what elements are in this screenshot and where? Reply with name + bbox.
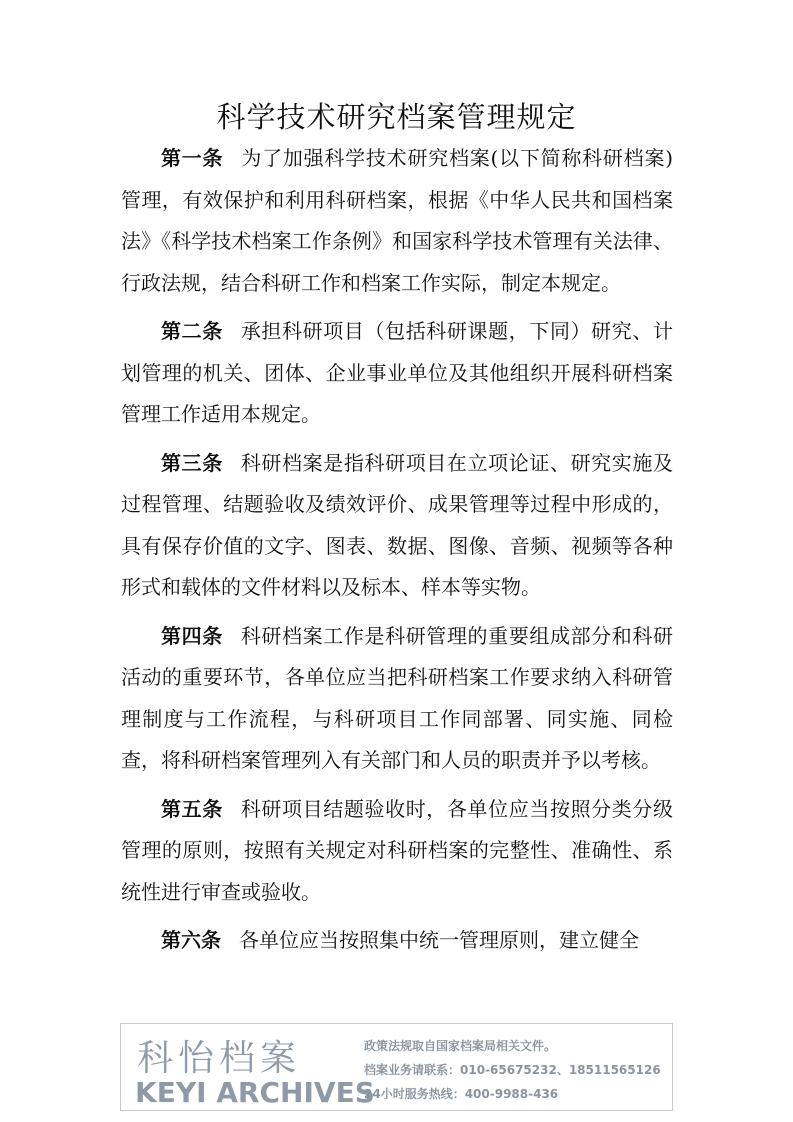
article-number: 第五条: [161, 796, 223, 821]
article-number: 第一条: [161, 146, 224, 170]
document-title: 科学技术研究档案管理规定: [216, 100, 577, 134]
contact-line-hotline: 24小时服务热线：400-9988-436: [364, 1087, 559, 1101]
contact-line-phone: 档案业务请联系：010-65675232、18511565126: [364, 1063, 661, 1077]
logo-chinese: 科怡档案: [137, 1038, 302, 1079]
article-text: 科研档案是指科研项目在立项论证、研究实施及过程管理、结题验收及绩效评价、成果管理等过程中形成的，具有保存价值的文字、图表、数据、图像、音频、视频等各种形式和载体的文件材料以及标本、样本等实物。: [121, 450, 674, 599]
article-text: 科研项目结题验收时，各单位应当按照分类分级管理的原则，按照有关规定对科研档案的完整性、准确性、系统性进行审查或验收。: [121, 796, 674, 904]
contact-line-source: 政策法规取自国家档案局相关文件。: [364, 1039, 557, 1053]
article-text: 各单位应当按照集中统一管理原则，建立健全: [239, 928, 639, 952]
article-number: 第三条: [161, 450, 223, 475]
article-2: [121, 311, 673, 436]
article-6: [121, 920, 673, 962]
article-5: [121, 789, 673, 914]
article-number: 第六条: [161, 928, 221, 952]
article-text: 承担科研项目（包括科研课题，下同）研究、计划管理的机关、团体、企业事业单位及其他组织开展科研档案管理工作适用本规定。: [121, 319, 674, 426]
logo-english: KEYI ARCHIVES: [135, 1076, 375, 1109]
article-text: 科研档案工作是科研管理的重要组成部分和科研活动的重要环节，各单位应当把科研档案工作要求纳入科研管理制度与工作流程，与科研项目工作同部署、同实施、同检查，将科研档案管理列入有关部门和人员的职责并予以考核。: [121, 623, 674, 772]
article-4: [121, 616, 673, 782]
article-number: 第二条: [161, 319, 223, 343]
article-1: [121, 138, 673, 304]
contact-info: [364, 1034, 661, 1106]
article-number: 第四条: [161, 623, 223, 648]
footer-banner: [120, 1023, 673, 1111]
article-3: [121, 443, 673, 609]
article-text: 为了加强科学技术研究档案(以下简称科研档案)管理，有效保护和利用科研档案，根据《中华人民共和国档案法》《科学技术档案工作条例》和国家科学技术管理有关法律、行政法规，结合科研工作和档案工作实际，制定本规定。: [121, 146, 674, 295]
document-body: [121, 138, 673, 962]
